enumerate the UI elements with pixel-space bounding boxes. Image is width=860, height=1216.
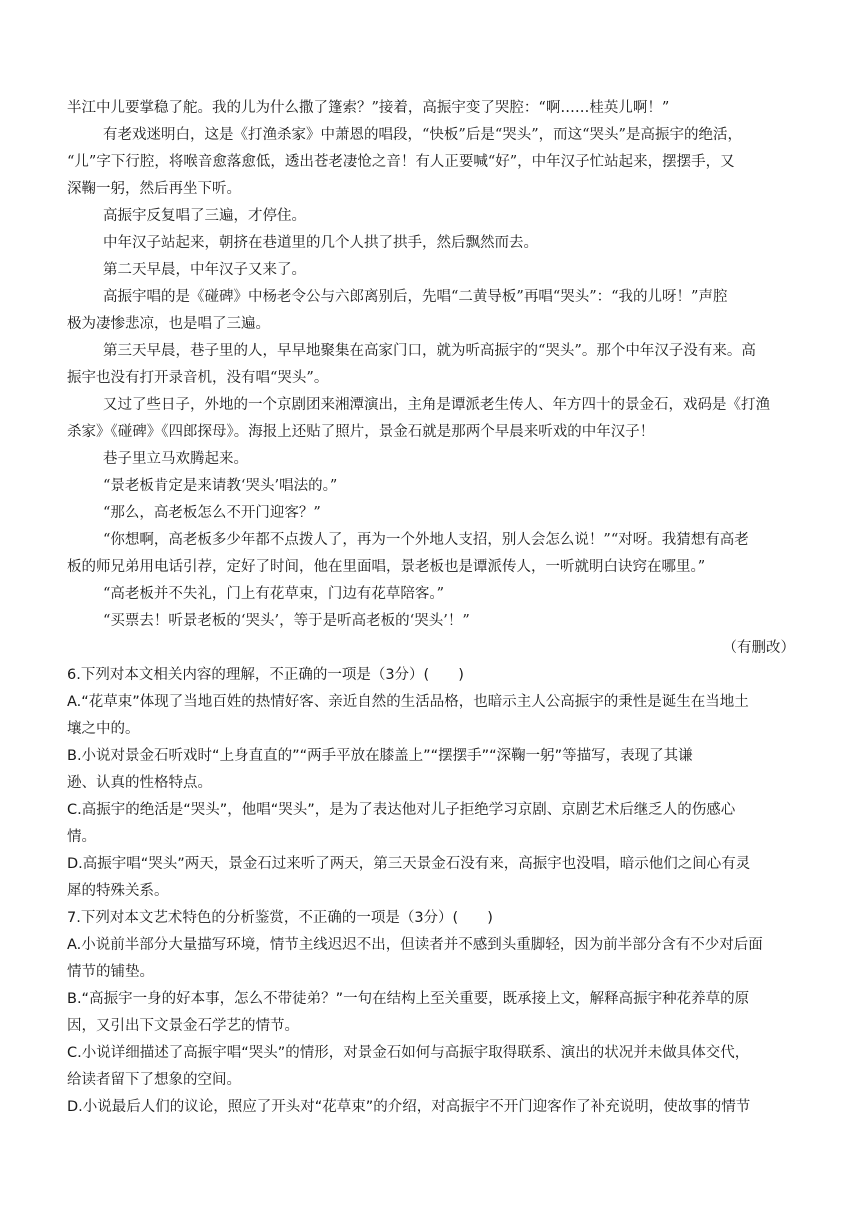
option-line: 因，又引出下文景金石学艺的情节。 — [67, 1018, 299, 1034]
option-line: 犀的特殊关系。 — [67, 883, 169, 899]
source-note: （有删改） — [722, 640, 795, 656]
story-line: 高振宇唱的是《碰碑》中杨老令公与六郎离别后，先唱“二黄导板”再唱“哭头”：“我的儿呀！”声腔 — [103, 289, 728, 305]
option-line: 逊、认真的性格特点。 — [67, 775, 212, 791]
question-7-stem: 7.下列对本文艺术特色的分析鉴赏，不正确的一项是（3分）( ) — [67, 910, 493, 926]
story-line: 高振宇反复唱了三遍，才停住。 — [103, 208, 306, 224]
story-line: “高老板并不失礼，门上有花草束，门边有花草陪客。” — [103, 586, 445, 602]
story-line: “景老板肯定是来请教‘哭头’唱法的。” — [103, 478, 338, 494]
option-line: 壤之中的。 — [67, 721, 140, 737]
story-line: 极为凄惨悲凉，也是唱了三遍。 — [67, 316, 270, 332]
story-line: “那么，高老板怎么不开门迎客？” — [103, 505, 321, 521]
option-line: D.高振宇唱“哭头”两天，景金石过来听了两天，第三天景金石没有来，高振宇也没唱，暗示他们之间心有灵 — [67, 856, 751, 872]
story-line: 第二天早晨，中年汉子又来了。 — [103, 262, 306, 278]
story-line: “儿”字下行腔，将喉音愈落愈低，透出苍老凄怆之音！有人正要喊“好”，中年汉子忙站起来，摆摆手，又 — [67, 154, 735, 170]
story-line: “买票去！听景老板的‘哭头’，等于是听高老板的‘哭头’！” — [103, 613, 470, 629]
story-line: 半江中儿要掌稳了舵。我的儿为什么撒了篷索？”接着，高振宇变了哭腔：“啊……桂英儿啊！” — [67, 100, 670, 116]
story-line: 深鞠一躬，然后再坐下听。 — [67, 181, 241, 197]
story-line: 振宇也没有打开录音机，没有唱“哭头”。 — [67, 370, 329, 386]
option-line: B.小说对景金石听戏时“上身直直的”“两手平放在膝盖上”“摆摆手”“深鞠一躬”等描写，表现了其谦 — [67, 748, 693, 764]
story-line: 巷子里立马欢腾起来。 — [103, 451, 248, 467]
option-line: 给读者留下了想象的空间。 — [67, 1072, 241, 1088]
story-line: 有老戏迷明白，这是《打渔杀家》中萧恩的唱段，“快板”后是“哭头”，而这“哭头”是高振宇的绝活， — [103, 127, 742, 143]
option-line: C.高振宇的绝活是“哭头”，他唱“哭头”，是为了表达他对儿子拒绝学习京剧、京剧艺术后继乏人的伤感心 — [67, 802, 736, 818]
option-line: A.小说前半部分大量描写环境，情节主线迟迟不出，但读者并不感到头重脚轻，因为前半部分含有不少对后面 — [67, 937, 763, 953]
option-line: 情节的铺垫。 — [67, 964, 154, 980]
story-line: 板的师兄弟用电话引荐，定好了时间，他在里面唱，景老板也是谭派传人，一听就明白诀窍在哪里。” — [67, 559, 706, 575]
option-line: A.“花草束”体现了当地百姓的热情好客、亲近自然的生活品格，也暗示主人公高振宇的秉性是诞生在当地土 — [67, 694, 749, 710]
question-6-stem: 6.下列对本文相关内容的理解，不正确的一项是（3分）( ) — [67, 667, 464, 683]
option-line: D.小说最后人们的议论，照应了开头对“花草束”的介绍，对高振宇不开门迎客作了补充说明，使故事的情节 — [67, 1099, 751, 1115]
option-line: B.“高振宇一身的好本事，怎么不带徒弟？”一句在结构上至关重要，既承接上文，解释高振宇种花养草的原 — [67, 991, 750, 1007]
option-line: 情。 — [67, 829, 96, 845]
story-line: 又过了些日子，外地的一个京剧团来湘潭演出，主角是谭派老生传人、年方四十的景金石，戏码是《打渔 — [103, 397, 770, 413]
story-line: 第三天早晨，巷子里的人，早早地聚集在高家门口，就为听高振宇的“哭头”。那个中年汉子没有来。高 — [103, 343, 756, 359]
story-line: 中年汉子站起来，朝挤在巷道里的几个人拱了拱手，然后飘然而去。 — [103, 235, 538, 251]
option-line: C.小说详细描述了高振宇唱“哭头”的情形，对景金石如何与高振宇取得联系、演出的状况并未做具体交代， — [67, 1045, 750, 1061]
story-line: 杀家》《碰碑》《四郎探母》。海报上还贴了照片，景金石就是那两个早晨来听戏的中年汉子！ — [67, 424, 655, 440]
story-line: “你想啊，高老板多少年都不点拨人了，再为一个外地人支招，别人会怎么说！”“对呀。我猜想有高老 — [103, 532, 749, 548]
